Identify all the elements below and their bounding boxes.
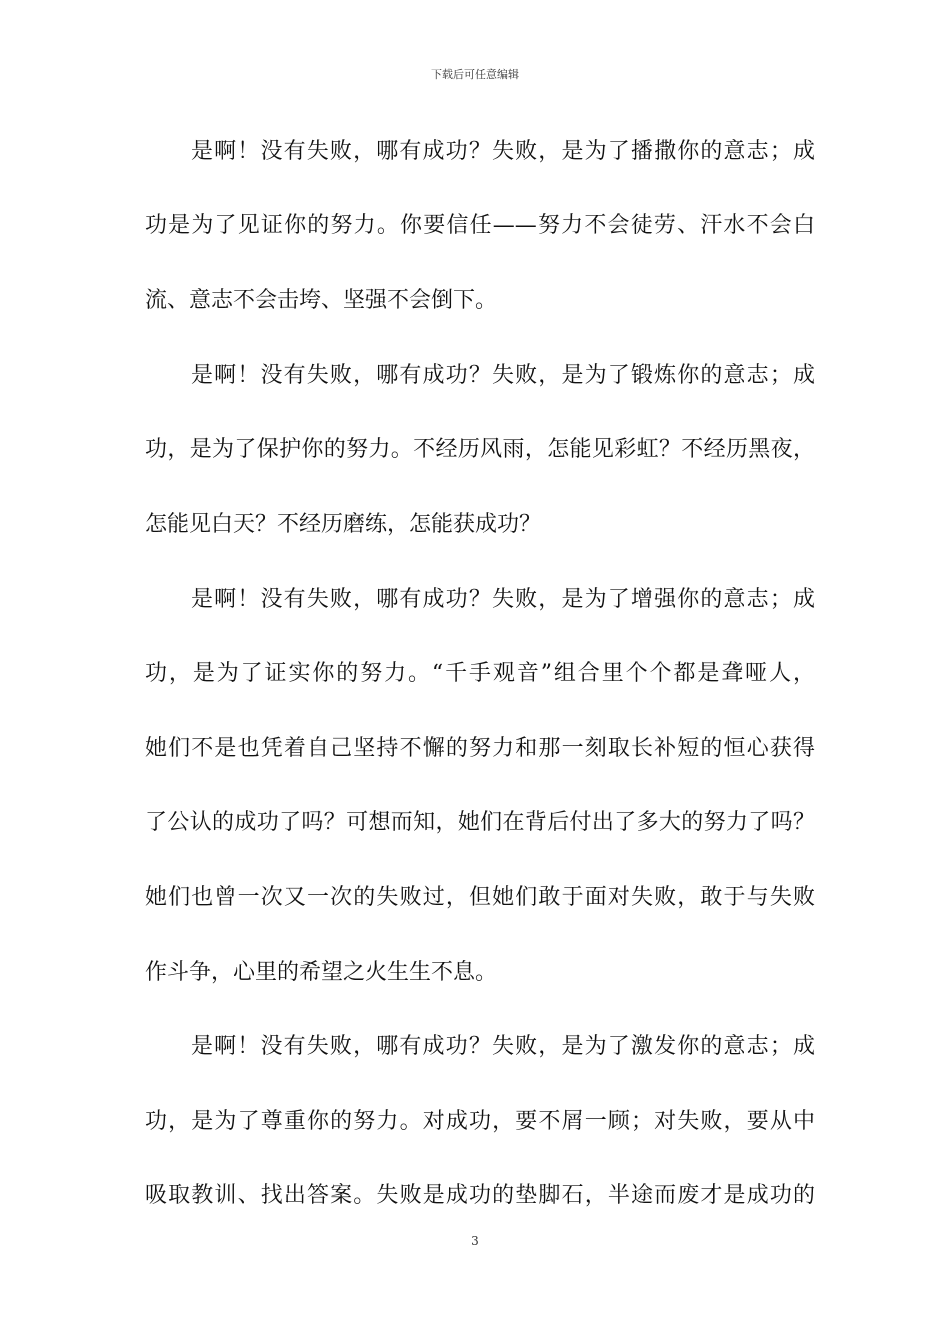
- paragraph-1-line-3: 流、意志不会击垮、坚强不会倒下。: [145, 288, 498, 313]
- paragraph-2-line-2: 功，是为了保护你的努力。不经历风雨，怎能见彩虹？不经历黑夜，: [145, 437, 815, 462]
- paragraph-1-line-1: 是啊！没有失败，哪有成功？失败，是为了播撒你的意志；成: [191, 139, 815, 164]
- paragraph-4-line-3: 吸取教训、找出答案。失败是成功的垫脚石，半途而废才是成功的: [145, 1183, 815, 1208]
- paragraph-2-line-1: 是啊！没有失败，哪有成功？失败，是为了锻炼你的意志；成: [191, 363, 815, 388]
- paragraph-3-line-5: 她们也曾一次又一次的失败过，但她们敢于面对失败，敢于与失败: [145, 885, 815, 910]
- paragraph-3-line-3: 她们不是也凭着自己坚持不懈的努力和那一刻取长补短的恒心获得: [145, 736, 815, 761]
- paragraph-3-line-1: 是啊！没有失败，哪有成功？失败，是为了增强你的意志；成: [191, 587, 815, 612]
- page-number: 3: [471, 1234, 479, 1248]
- page-header: 下载后可任意编辑: [431, 68, 519, 81]
- paragraph-3-line-4: 了公认的成功了吗？可想而知，她们在背后付出了多大的努力了吗？: [145, 810, 815, 835]
- paragraph-2-line-3: 怎能见白天？不经历磨练，怎能获成功？: [145, 512, 542, 537]
- paragraph-4-line-1: 是啊！没有失败，哪有成功？失败，是为了激发你的意志；成: [191, 1034, 815, 1059]
- paragraph-4-line-2: 功，是为了尊重你的努力。对成功，要不屑一顾；对失败，要从中: [145, 1109, 815, 1134]
- paragraph-3-line-6: 作斗争，心里的希望之火生生不息。: [145, 960, 498, 985]
- paragraph-3-line-2: 功，是为了证实你的努力。“千手观音”组合里个个都是聋哑人，: [145, 661, 815, 686]
- paragraph-1-line-2: 功是为了见证你的努力。你要信任——努力不会徒劳、汗水不会白: [145, 213, 815, 238]
